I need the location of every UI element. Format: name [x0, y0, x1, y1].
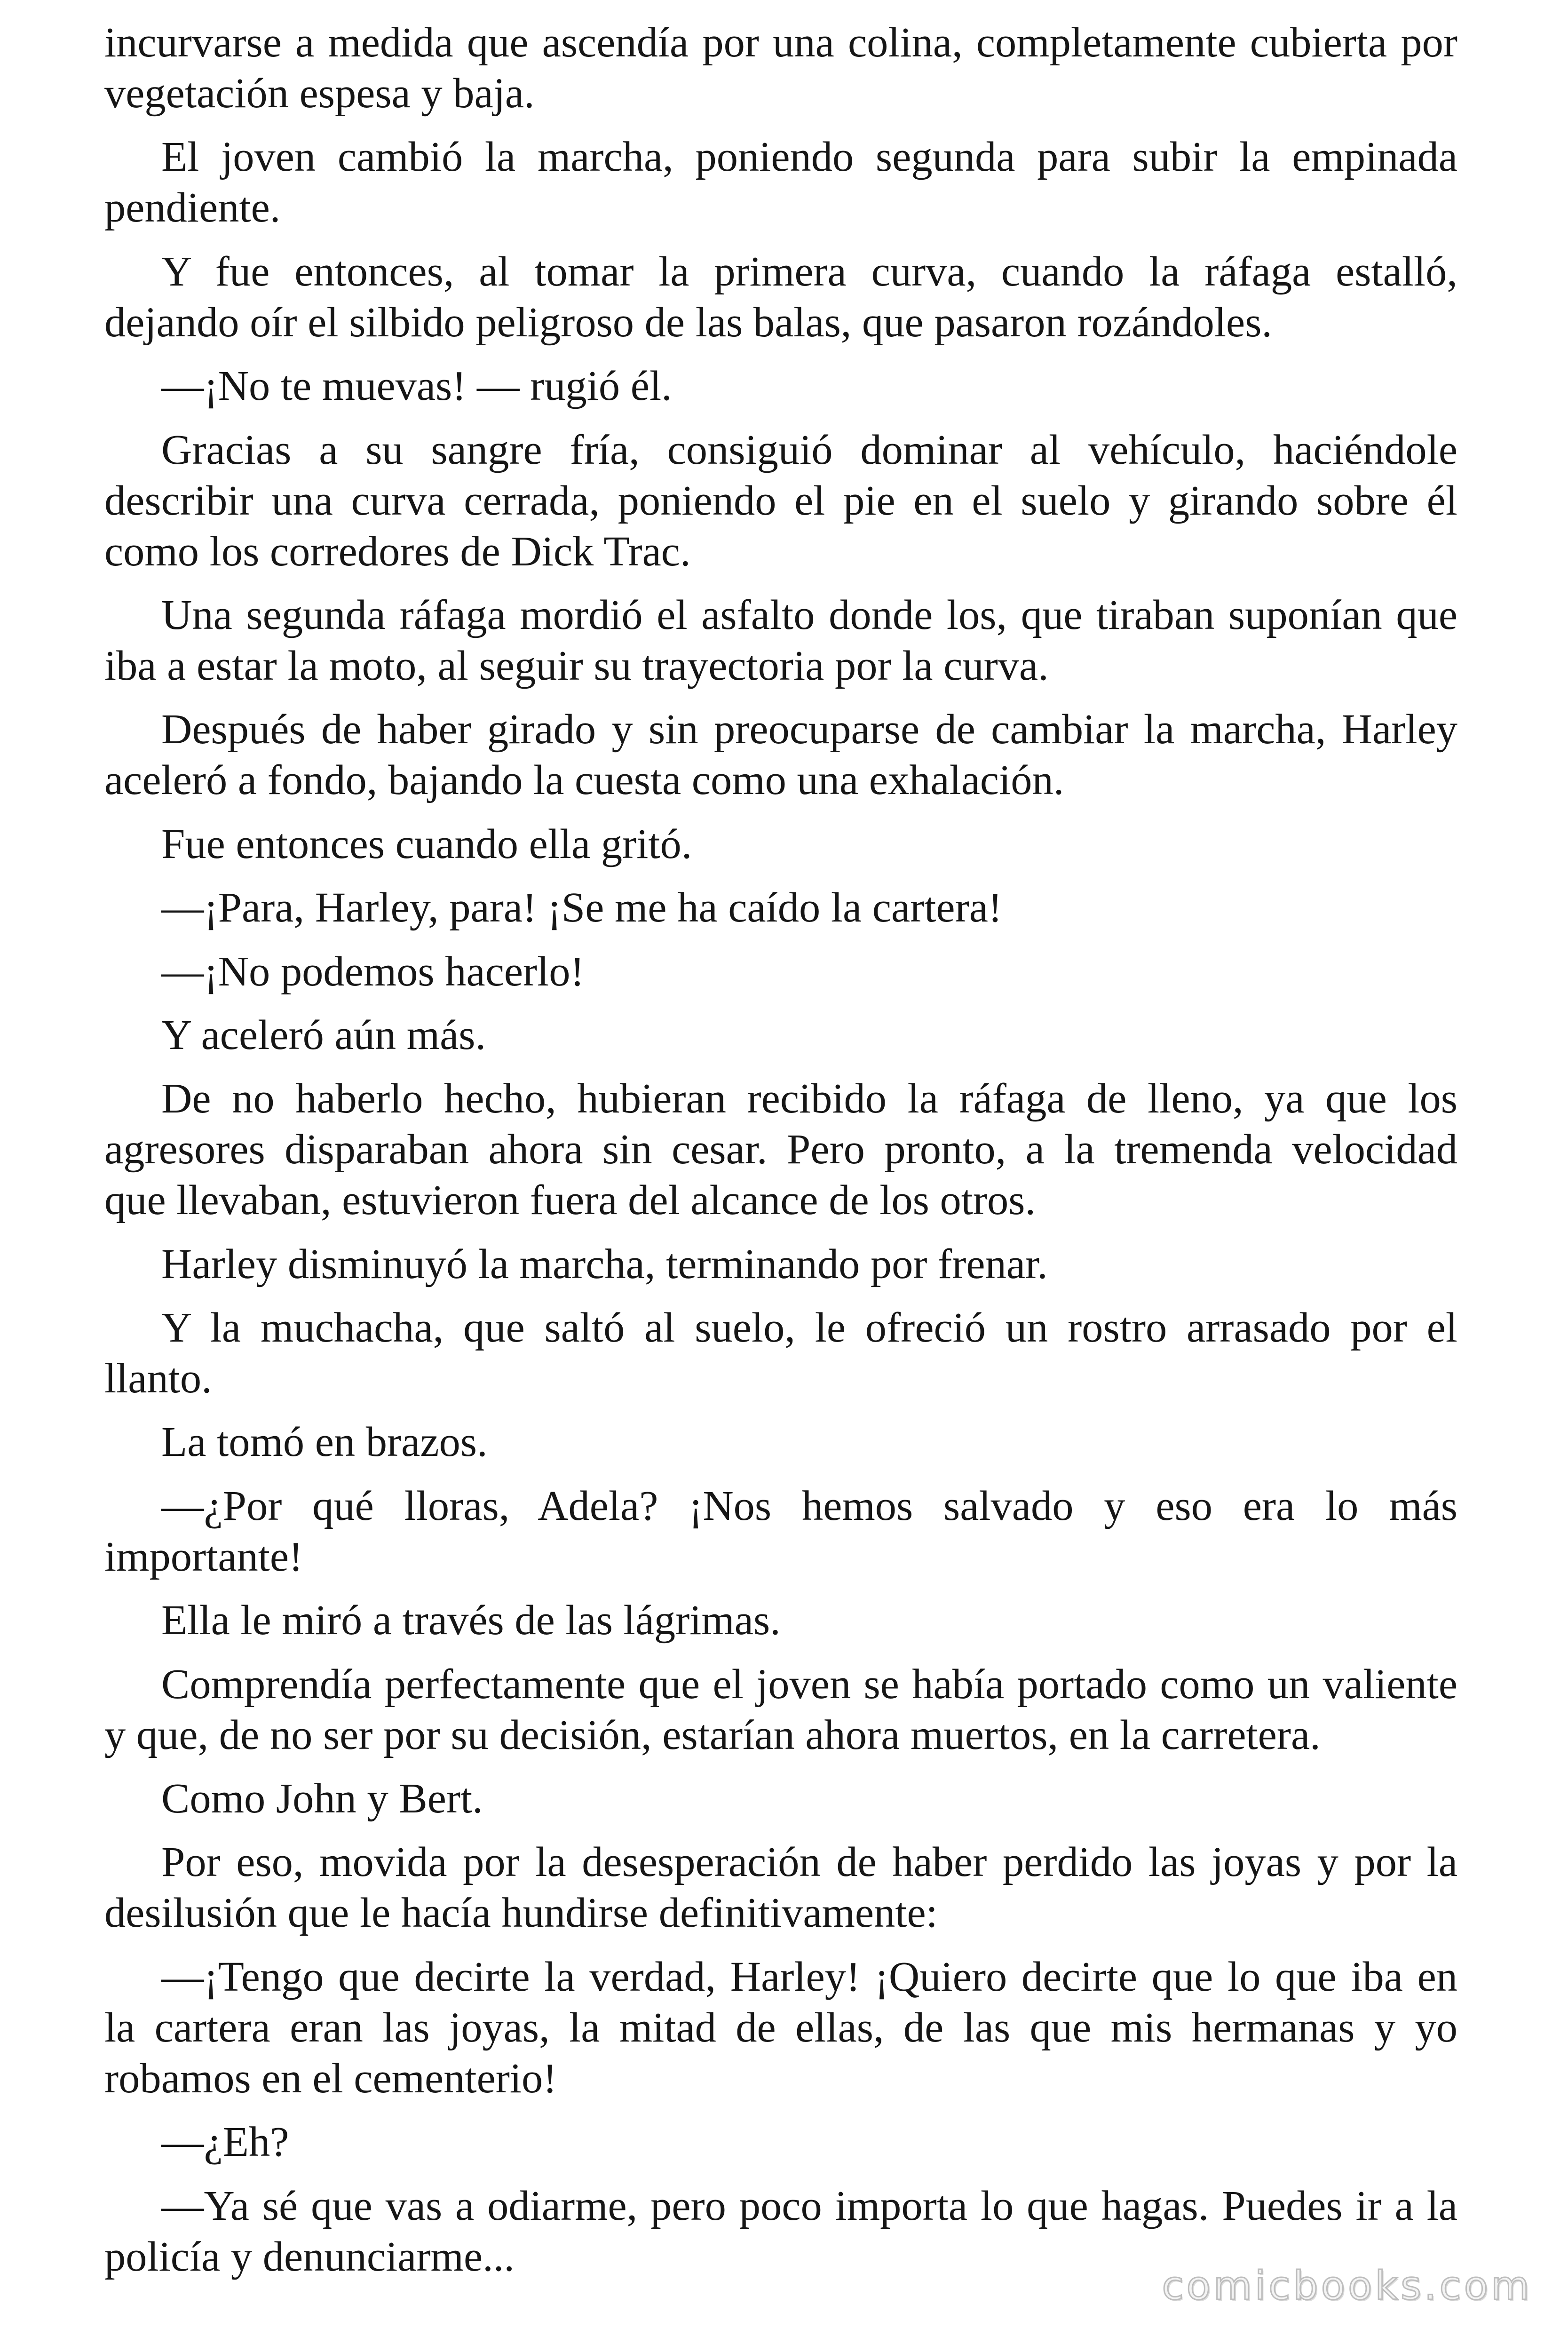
paragraph [104, 1239, 1457, 1289]
text-line: —¡No podemos hacerlo! [161, 947, 585, 995]
text-line: Ella le miró a través de las lágrimas. [161, 1596, 781, 1644]
text-line: —¿Por qué lloras, Adela? ¡Nos hemos salvado y eso era lo más [161, 1481, 1457, 1529]
text-line: —¿Eh? [161, 2118, 289, 2166]
text-line: —¡Tengo que decirte la verdad, Harley! ¡Quiero decirte que lo que iba en [161, 1952, 1457, 2000]
text-line: dejando oír el silbido peligroso de las balas, que pasaron rozándoles. [104, 298, 1273, 346]
text-line: Una segunda ráfaga mordió el asfalto donde los, que tiraban suponían que [161, 590, 1457, 638]
paragraph [104, 1480, 1457, 1582]
text-line: El joven cambió la marcha, poniendo segunda para subir la empinada [161, 133, 1457, 181]
paragraph [104, 424, 1457, 577]
paragraph [104, 946, 1457, 997]
paragraph [104, 360, 1457, 411]
paragraph [104, 818, 1457, 869]
text-line: aceleró a fondo, bajando la cuesta como una exhalación. [104, 756, 1064, 804]
text-line: De no haberlo hecho, hubieran recibido la ráfaga de lleno, ya que los [161, 1074, 1457, 1122]
text-line: iba a estar la moto, al seguir su trayectoria por la curva. [104, 641, 1049, 689]
text-line: Fue entonces cuando ella gritó. [161, 819, 692, 867]
text-line: Harley disminuyó la marcha, terminando por frenar. [161, 1240, 1048, 1287]
text-line: que llevaban, estuvieron fuera del alcance de los otros. [104, 1176, 1036, 1224]
text-line: Y aceleró aún más. [161, 1010, 486, 1058]
text-line: —¡No te muevas! — rugió él. [161, 362, 672, 410]
text-line: La tomó en brazos. [161, 1418, 488, 1466]
text-line: como los corredores de Dick Trac. [104, 527, 691, 575]
text-line: desilusión que le hacía hundirse definitivamente: [104, 1889, 938, 1937]
paragraph [104, 1595, 1457, 1645]
paragraph [104, 17, 1457, 119]
paragraph [104, 704, 1457, 805]
text-line: incurvarse a medida que ascendía por una colina, completamente cubierta por [104, 18, 1457, 66]
text-line: la cartera eran las joyas, la mitad de ellas, de las que mis hermanas y yo [104, 2003, 1457, 2051]
paragraph [104, 1836, 1457, 1938]
paragraph [104, 131, 1457, 233]
paragraph [104, 589, 1457, 691]
text-line: Comprendía perfectamente que el joven se había portado como un valiente [161, 1660, 1457, 1708]
text-line: Por eso, movida por la desesperación de haber perdido las joyas y por la [161, 1838, 1457, 1886]
paragraph [104, 1302, 1457, 1404]
text-line: importante! [104, 1532, 303, 1580]
body-text [104, 17, 1457, 2282]
paragraph [104, 1073, 1457, 1225]
text-line: Después de haber girado y sin preocuparse de cambiar la marcha, Harley [161, 705, 1457, 753]
text-line: —Ya sé que vas a odiarme, pero poco importa lo que hagas. Puedes ir a la [161, 2181, 1457, 2229]
paragraph [104, 246, 1457, 348]
paragraph [104, 1773, 1457, 1824]
text-line: llanto. [104, 1354, 212, 1402]
paragraph [104, 1009, 1457, 1060]
text-line: Como John y Bert. [161, 1774, 483, 1822]
text-line: Y la muchacha, que saltó al suelo, le ofreció un rostro arrasado por el [161, 1303, 1457, 1351]
paragraph [104, 2116, 1457, 2167]
paragraph [104, 1659, 1457, 1760]
text-line: robamos en el cementerio! [104, 2054, 557, 2102]
text-line: pendiente. [104, 183, 281, 231]
text-line: policía y denunciarme... [104, 2232, 515, 2280]
text-line: agresores disparaban ahora sin cesar. Pero pronto, a la tremenda velocidad [104, 1125, 1457, 1173]
text-line: —¡Para, Harley, para! ¡Se me ha caído la cartera! [161, 883, 1003, 931]
paragraph [104, 1951, 1457, 2104]
text-line: y que, de no ser por su decisión, estarían ahora muertos, en la carretera. [104, 1710, 1321, 1758]
paragraph [104, 1416, 1457, 1467]
text-line: describir una curva cerrada, poniendo el pie en el suelo y girando sobre él [104, 476, 1457, 524]
text-line: Gracias a su sangre fría, consiguió dominar al vehículo, haciéndole [161, 425, 1457, 473]
text-line: Y fue entonces, al tomar la primera curva, cuando la ráfaga estalló, [161, 247, 1457, 295]
paragraph [104, 882, 1457, 933]
watermark-logo: comicbooks.com [1162, 2263, 1532, 2309]
text-line: vegetación espesa y baja. [104, 69, 535, 117]
